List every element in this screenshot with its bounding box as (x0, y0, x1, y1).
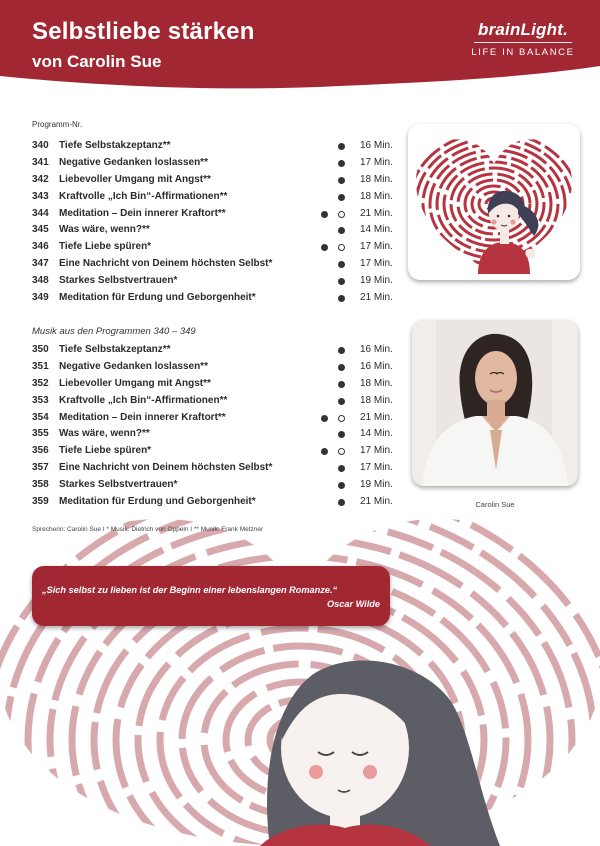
quote-author: Oscar Wilde (326, 599, 380, 609)
program-title: Liebevoller Umgang mit Angst** (59, 173, 211, 185)
program-indicator (318, 138, 356, 155)
program-title: Was wäre, wenn?** (59, 428, 150, 440)
logo-divider (474, 42, 572, 43)
program-indicator (318, 443, 356, 460)
filled-dot-icon (338, 160, 345, 167)
program-duration: 21 Min. (360, 496, 393, 508)
program-duration: 18 Min. (360, 173, 393, 185)
program-title: Meditation für Erdung und Geborgenheit* (59, 292, 256, 304)
program-indicator (318, 256, 356, 273)
filled-dot-icon (338, 347, 345, 354)
program-row (32, 393, 398, 410)
program-row (32, 460, 398, 477)
filled-dot-icon (338, 499, 345, 506)
filled-dot-icon (321, 244, 328, 251)
program-number: 345 (32, 224, 49, 236)
program-number: 344 (32, 207, 49, 219)
program-duration: 17 Min. (360, 241, 393, 253)
program-number: 341 (32, 156, 49, 168)
program-row (32, 410, 398, 427)
program-indicator (318, 359, 356, 376)
filled-dot-icon (338, 143, 345, 150)
program-number: 349 (32, 292, 49, 304)
program-number: 350 (32, 344, 49, 355)
program-duration: 21 Min. (360, 207, 393, 219)
page-title: Selbstliebe stärken (32, 18, 255, 45)
program-row (32, 155, 398, 172)
program-indicator (318, 477, 356, 494)
program-number: 356 (32, 445, 49, 457)
program-row (32, 256, 398, 273)
program-title: Eine Nachricht von Deinem höchsten Selbst* (59, 258, 273, 270)
program-list (32, 138, 398, 307)
fingerprint-heart-card (408, 124, 580, 280)
program-indicator (318, 239, 356, 256)
program-duration: 18 Min. (360, 394, 393, 406)
filled-dot-icon (338, 261, 345, 268)
program-title: Tiefe Liebe spüren* (59, 241, 152, 253)
woman-illustration (260, 660, 500, 846)
page-header (0, 0, 600, 110)
program-indicator (318, 393, 356, 410)
program-title: Tiefe Liebe spüren* (59, 445, 152, 457)
program-duration: 17 Min. (360, 258, 393, 270)
program-title: Negative Gedanken loslassen** (59, 360, 208, 372)
program-title: Negative Gedanken loslassen** (59, 156, 208, 168)
program-row (32, 342, 398, 359)
program-number: 354 (32, 411, 49, 423)
program-row (32, 222, 398, 239)
program-duration: 19 Min. (360, 275, 393, 287)
program-number: 352 (32, 377, 49, 389)
speaker-portrait-illustration (412, 320, 578, 486)
program-duration: 16 Min. (360, 344, 393, 355)
program-indicator (318, 189, 356, 206)
section-label-music: Musik aus den Programmen 340 – 349 (32, 326, 196, 337)
filled-dot-icon (321, 448, 328, 455)
program-indicator (318, 155, 356, 172)
program-duration: 14 Min. (360, 428, 393, 440)
quote-box (32, 566, 390, 626)
program-row (32, 426, 398, 443)
program-row (32, 239, 398, 256)
program-number: 340 (32, 140, 49, 151)
filled-dot-icon (338, 364, 345, 371)
section-label-programs: Programm-Nr. (32, 120, 83, 129)
program-number: 355 (32, 428, 49, 440)
program-indicator (318, 222, 356, 239)
program-duration: 17 Min. (360, 445, 393, 457)
program-duration: 16 Min. (360, 140, 393, 151)
program-indicator (318, 410, 356, 427)
page-subtitle: von Carolin Sue (32, 52, 162, 71)
hollow-dot-icon (338, 244, 345, 251)
program-number: 346 (32, 241, 49, 253)
program-number: 351 (32, 360, 49, 372)
program-title: Liebevoller Umgang mit Angst** (59, 377, 211, 389)
program-duration: 18 Min. (360, 190, 393, 202)
program-indicator (318, 290, 356, 307)
program-duration: 17 Min. (360, 462, 393, 474)
program-title: Meditation für Erdung und Geborgenheit* (59, 496, 256, 508)
program-duration: 16 Min. (360, 360, 393, 372)
program-title: Eine Nachricht von Deinem höchsten Selbst* (59, 462, 273, 474)
logo-name: brainLight. (477, 20, 569, 39)
photo-caption: Carolin Sue (475, 500, 515, 509)
filled-dot-icon (338, 482, 345, 489)
program-row (32, 138, 398, 155)
program-duration: 17 Min. (360, 156, 393, 168)
program-title: Tiefe Selbstakzeptanz** (59, 344, 171, 355)
fingerprint-background-illustration (0, 490, 600, 846)
program-row (32, 359, 398, 376)
program-row (32, 376, 398, 393)
program-row (32, 494, 398, 511)
program-duration: 21 Min. (360, 411, 393, 423)
program-indicator (318, 460, 356, 477)
filled-dot-icon (321, 415, 328, 422)
program-row (32, 206, 398, 223)
program-indicator (318, 273, 356, 290)
credits-footnote: Sprecherin: Carolin Sue I * Musik: Dietrich von Oppeln I ** Musik: Frank Metzner (32, 526, 264, 533)
brand-logo (468, 20, 578, 58)
program-indicator (318, 206, 356, 223)
program-number: 348 (32, 275, 49, 287)
program-indicator (318, 342, 356, 359)
hollow-dot-icon (338, 415, 345, 422)
program-title: Kraftvolle „Ich Bin“-Affirmationen** (59, 394, 228, 406)
filled-dot-icon (338, 431, 345, 438)
program-duration: 21 Min. (360, 292, 393, 304)
program-number: 357 (32, 462, 49, 474)
fingerprint-heart-illustration (408, 124, 580, 280)
program-number: 342 (32, 173, 49, 185)
program-indicator (318, 426, 356, 443)
program-number: 358 (32, 479, 49, 491)
program-duration: 19 Min. (360, 479, 393, 491)
program-title: Tiefe Selbstakzeptanz** (59, 140, 171, 151)
program-row (32, 172, 398, 189)
speaker-photo (412, 320, 578, 486)
filled-dot-icon (338, 227, 345, 234)
filled-dot-icon (338, 278, 345, 285)
program-number: 353 (32, 394, 49, 406)
program-indicator (318, 172, 356, 189)
program-title: Was wäre, wenn?** (59, 224, 150, 236)
filled-dot-icon (338, 398, 345, 405)
program-row (32, 273, 398, 290)
program-duration: 18 Min. (360, 377, 393, 389)
program-number: 359 (32, 496, 49, 508)
program-title: Meditation – Dein innerer Kraftort** (59, 207, 226, 219)
program-title: Kraftvolle „Ich Bin“-Affirmationen** (59, 190, 228, 202)
filled-dot-icon (338, 465, 345, 472)
program-row (32, 189, 398, 206)
logo-tagline: LIFE IN BALANCE (471, 47, 575, 58)
program-indicator (318, 494, 356, 511)
program-number: 343 (32, 190, 49, 202)
program-indicator (318, 376, 356, 393)
program-title: Starkes Selbstvertrauen* (59, 479, 178, 491)
quote-text: „Sich selbst zu lieben ist der Beginn einer lebenslangen Romanze.“ (42, 585, 338, 595)
filled-dot-icon (321, 211, 328, 218)
program-row (32, 290, 398, 307)
program-duration: 14 Min. (360, 224, 393, 236)
program-number: 347 (32, 258, 49, 270)
filled-dot-icon (338, 194, 345, 201)
filled-dot-icon (338, 295, 345, 302)
program-title: Meditation – Dein innerer Kraftort** (59, 411, 226, 423)
filled-dot-icon (338, 177, 345, 184)
hollow-dot-icon (338, 448, 345, 455)
hollow-dot-icon (338, 211, 345, 218)
program-title: Starkes Selbstvertrauen* (59, 275, 178, 287)
program-row (32, 443, 398, 460)
filled-dot-icon (338, 381, 345, 388)
music-program-list (32, 342, 398, 511)
program-row (32, 477, 398, 494)
